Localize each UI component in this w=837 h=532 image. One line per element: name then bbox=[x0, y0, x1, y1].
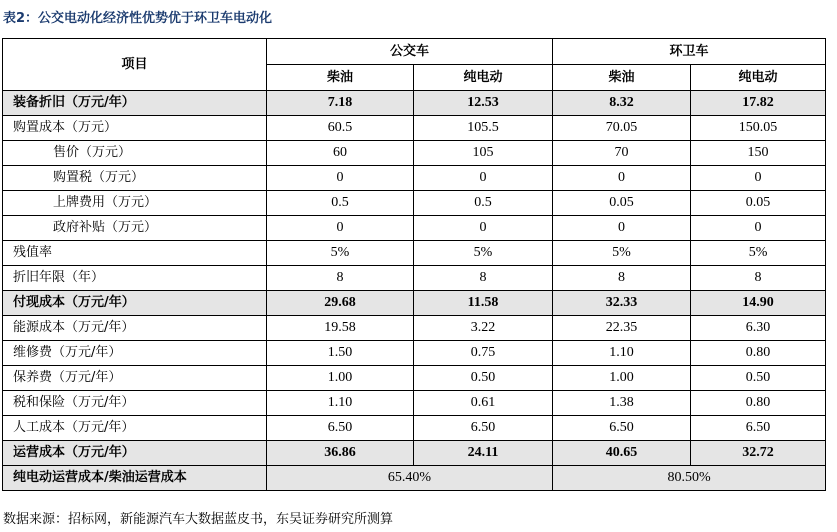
table-row bbox=[3, 391, 826, 416]
cell: 6.30 bbox=[691, 316, 826, 341]
cell: 105 bbox=[414, 141, 553, 166]
header-bus-diesel: 柴油 bbox=[267, 65, 414, 91]
header-truck-diesel: 柴油 bbox=[553, 65, 691, 91]
header-bus-electric: 纯电动 bbox=[414, 65, 553, 91]
cell: 0.61 bbox=[414, 391, 553, 416]
cell: 70.05 bbox=[553, 116, 691, 141]
cell: 8 bbox=[691, 266, 826, 291]
table-row bbox=[3, 316, 826, 341]
cell: 40.65 bbox=[553, 441, 691, 466]
cell: 6.50 bbox=[267, 416, 414, 441]
table-row bbox=[3, 416, 826, 441]
table-row bbox=[3, 366, 826, 391]
cell: 150 bbox=[691, 141, 826, 166]
cost-comparison-table bbox=[2, 38, 826, 491]
cell: 8 bbox=[414, 266, 553, 291]
cell: 0 bbox=[267, 216, 414, 241]
table-row bbox=[3, 241, 826, 266]
cell: 8 bbox=[553, 266, 691, 291]
cell: 6.50 bbox=[691, 416, 826, 441]
cell: 0 bbox=[414, 166, 553, 191]
cell: 1.10 bbox=[553, 341, 691, 366]
cell: 0.5 bbox=[414, 191, 553, 216]
cell: 32.72 bbox=[691, 441, 826, 466]
row-label: 折旧年限（年） bbox=[3, 266, 267, 291]
cell: 0.5 bbox=[267, 191, 414, 216]
row-label: 运营成本（万元/年） bbox=[3, 441, 267, 466]
cell: 0 bbox=[267, 166, 414, 191]
cell: 105.5 bbox=[414, 116, 553, 141]
row-label: 人工成本（万元/年） bbox=[3, 416, 267, 441]
cell: 0 bbox=[414, 216, 553, 241]
table-row bbox=[3, 91, 826, 116]
row-label: 保养费（万元/年） bbox=[3, 366, 267, 391]
cell: 1.10 bbox=[267, 391, 414, 416]
cell: 8.32 bbox=[553, 91, 691, 116]
table-row bbox=[3, 216, 826, 241]
cell: 1.00 bbox=[267, 366, 414, 391]
row-label: 付现成本（万元/年） bbox=[3, 291, 267, 316]
cell: 36.86 bbox=[267, 441, 414, 466]
table-row bbox=[3, 266, 826, 291]
cell: 12.53 bbox=[414, 91, 553, 116]
table-row-ratio bbox=[3, 466, 826, 491]
row-label: 税和保险（万元/年） bbox=[3, 391, 267, 416]
header-bus: 公交车 bbox=[267, 39, 553, 65]
cell: 29.68 bbox=[267, 291, 414, 316]
row-label: 购置成本（万元） bbox=[3, 116, 267, 141]
cell: 0.80 bbox=[691, 391, 826, 416]
cell: 11.58 bbox=[414, 291, 553, 316]
cell: 3.22 bbox=[414, 316, 553, 341]
row-label: 装备折旧（万元/年） bbox=[3, 91, 267, 116]
row-label: 维修费（万元/年） bbox=[3, 341, 267, 366]
cell: 5% bbox=[691, 241, 826, 266]
row-label: 售价（万元） bbox=[3, 141, 267, 166]
row-label: 政府补贴（万元） bbox=[3, 216, 267, 241]
cell: 5% bbox=[267, 241, 414, 266]
cell: 8 bbox=[267, 266, 414, 291]
cell: 22.35 bbox=[553, 316, 691, 341]
ratio-sanitation: 80.50% bbox=[553, 466, 826, 491]
cell: 0.50 bbox=[691, 366, 826, 391]
cell: 6.50 bbox=[414, 416, 553, 441]
cell: 6.50 bbox=[553, 416, 691, 441]
cell: 7.18 bbox=[267, 91, 414, 116]
table-row bbox=[3, 441, 826, 466]
cell: 1.50 bbox=[267, 341, 414, 366]
cell: 5% bbox=[414, 241, 553, 266]
cell: 24.11 bbox=[414, 441, 553, 466]
table-row bbox=[3, 166, 826, 191]
cell: 1.00 bbox=[553, 366, 691, 391]
table-row bbox=[3, 291, 826, 316]
row-label: 购置税（万元） bbox=[3, 166, 267, 191]
cell: 1.38 bbox=[553, 391, 691, 416]
cell: 5% bbox=[553, 241, 691, 266]
row-label: 残值率 bbox=[3, 241, 267, 266]
cell: 0.05 bbox=[553, 191, 691, 216]
row-label: 能源成本（万元/年） bbox=[3, 316, 267, 341]
header-item: 项目 bbox=[3, 39, 267, 91]
cell: 0.80 bbox=[691, 341, 826, 366]
table-row bbox=[3, 191, 826, 216]
cell: 70 bbox=[553, 141, 691, 166]
source-note: 数据来源：招标网，新能源汽车大数据蓝皮书，东吴证券研究所测算 bbox=[3, 512, 394, 527]
cell: 32.33 bbox=[553, 291, 691, 316]
row-label: 上牌费用（万元） bbox=[3, 191, 267, 216]
cell: 19.58 bbox=[267, 316, 414, 341]
cell: 0.50 bbox=[414, 366, 553, 391]
cell: 0.75 bbox=[414, 341, 553, 366]
cell: 60 bbox=[267, 141, 414, 166]
cell: 0.05 bbox=[691, 191, 826, 216]
cell: 60.5 bbox=[267, 116, 414, 141]
table-row bbox=[3, 116, 826, 141]
table-title: 表2：公交电动化经济性优势优于环卫车电动化 bbox=[3, 11, 273, 26]
header-truck-electric: 纯电动 bbox=[691, 65, 826, 91]
ratio-label: 纯电动运营成本/柴油运营成本 bbox=[3, 466, 267, 491]
table-row bbox=[3, 341, 826, 366]
cell: 0 bbox=[691, 166, 826, 191]
cell: 0 bbox=[553, 166, 691, 191]
cell: 0 bbox=[553, 216, 691, 241]
header-sanitation-truck: 环卫车 bbox=[553, 39, 826, 65]
cell: 17.82 bbox=[691, 91, 826, 116]
cell: 14.90 bbox=[691, 291, 826, 316]
table-row bbox=[3, 141, 826, 166]
cell: 150.05 bbox=[691, 116, 826, 141]
cell: 0 bbox=[691, 216, 826, 241]
ratio-bus: 65.40% bbox=[267, 466, 553, 491]
